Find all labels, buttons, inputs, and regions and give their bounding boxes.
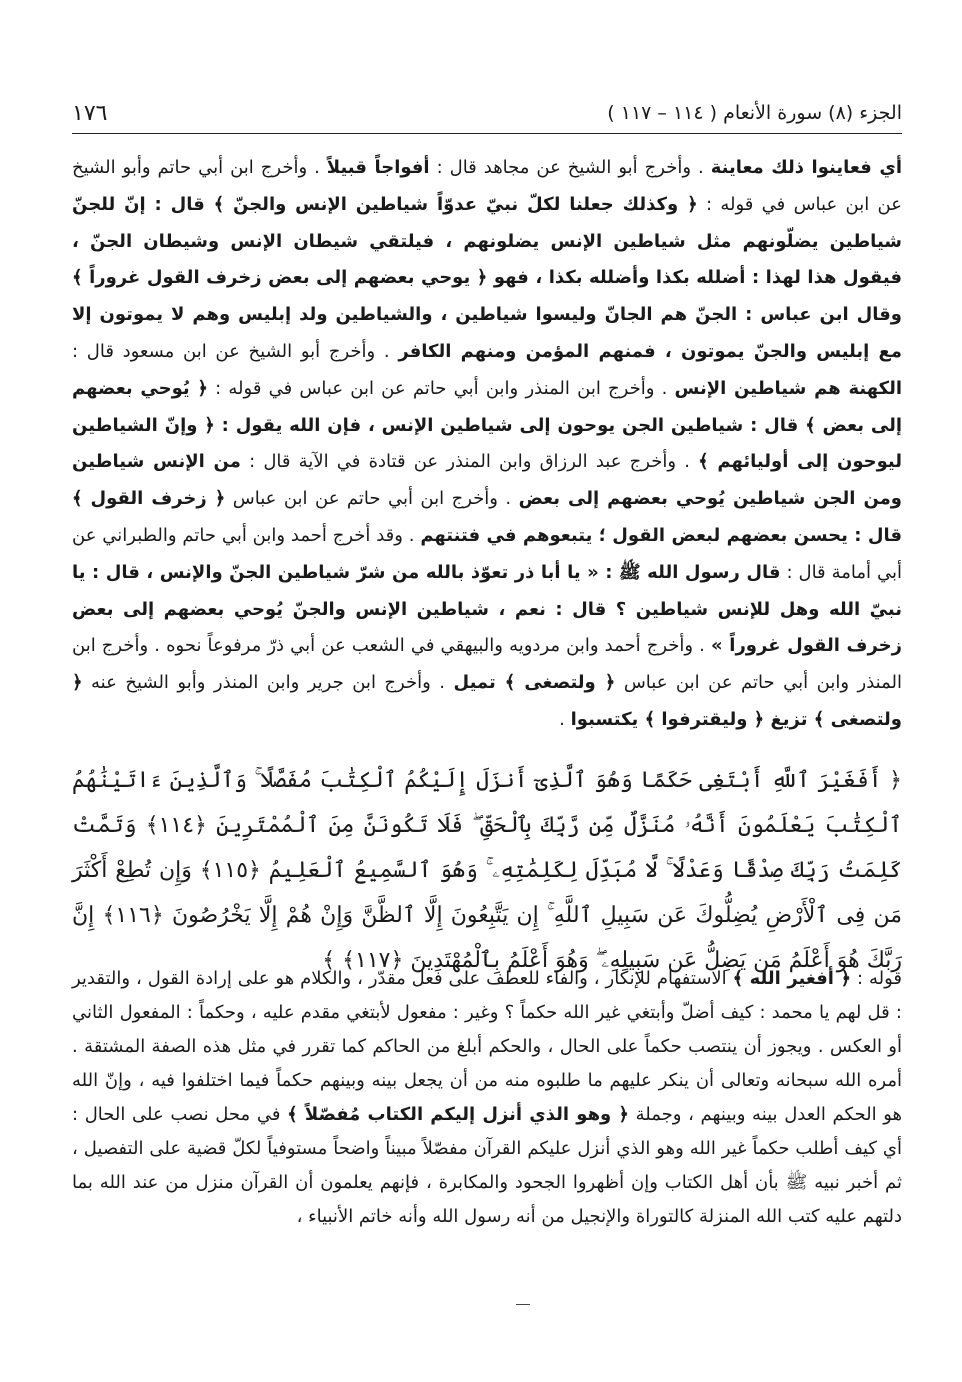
page-header [72, 96, 902, 130]
footer-dash [516, 1304, 530, 1305]
commentary-run: ﴿ وكذلك جعلنا لكلّ نبيّ عدوّاً شياطين الإنس والجنّ ﴾ قال : إنّ للجنّ شياطين يضلّونهم مثل شياطين الإنس يضلونهم ، فيلتقي شيطان الإنس وشيطان الجنّ ، فيقول هذا لهذا : أضلله بكذا وأضلله بكذا ، فهو ﴿ يوحي بعضهم إلى بعض زخرف القول غروراً ﴾ وقال ابن عباس : الجنّ هم الجانّ وليسوا شياطين ، والشياطين ولد إبليس وهم لا يموتون إلا مع إبليس والجنّ يموتون ، فمنهم المؤمن ومنهم الكافر [72, 193, 902, 362]
commentary-run: . وأخرج ابن جرير وابن المنذر وأبو الشيخ عنه [82, 672, 454, 694]
commentary-run: . وأخرج ابن أبي حاتم وأبو الشيخ عن ابن عباس في قوله : [72, 157, 902, 215]
commentary-run: . [559, 708, 571, 730]
commentary-run: . وقد أخرج أحمد وابن أبي حاتم والطبراني عن أبي أمامة قال : [72, 524, 902, 583]
header-rule [72, 133, 902, 134]
commentary-run: . وأخرج ابن المنذر وابن أبي حاتم عن ابن عباس في قوله : [207, 377, 675, 399]
tafsir-section [72, 962, 902, 1234]
commentary-paragraph [72, 150, 902, 739]
tafsir-run: ﴿ وهو الذي أنزل إليكم الكتاب مُفصّلاً ﴾ [287, 1104, 629, 1125]
commentary-run: ﴿ زخرف القول ﴾ قال : يحسن بعضهم لبعض القول ؛ يتبعوهم في فتنتهم [72, 488, 902, 546]
tafsir-paragraph [72, 962, 902, 1234]
tafsir-run: في محل نصب على الحال : أي كيف أطلب حكماً غير الله وهو الذي أنزل عليكم القرآن مفصّلاً مبيناً واضحاً مستوفياً لكلّ قضية على التفصيل ، ثم أخبر نبيه ﷺ بأن أهل الكتاب وإن أظهروا الجحود والمكابرة ، فإنهم يعلمون أن القرآن منزل من عند الله بما دلتهم عليه كتب الله المنزلة كالتوراة والإنجيل من أنه رسول الله وأنه خاتم الأنبياء ، [72, 1104, 902, 1227]
commentary-run: ﴿ ولتصغى ﴾ تميل [453, 672, 616, 694]
commentary-run: أي فعاينوا ذلك معاينة [710, 157, 903, 178]
commentary-run: ﴿ ولتصغى ﴾ تزيغ ﴿ وليقترفوا ﴾ يكتسبوا [72, 672, 902, 730]
commentary-run: . وأخرج عبد الرزاق وابن المنذر عن قتادة في الآية قال : [240, 451, 699, 473]
tafsir-run: ﴿ أفغير الله ﴾ [732, 968, 852, 989]
page-number: ١٧٦ [72, 100, 108, 126]
commentary-run: . وأخرج أبو الشيخ عن ابن مسعود قال : [72, 340, 399, 362]
commentary-run: الكهنة هم شياطين الإنس [674, 377, 902, 399]
commentary-run: . وأخرج أحمد وابن مردويه والبيهقي في الشعب عن أبي ذرّ مرفوعاً نحوه . وأخرج ابن المنذر وابن أبي حاتم عن ابن عباس [72, 635, 902, 694]
commentary-run: قال رسول الله ﷺ : « يا أبا ذر تعوّذ بالله من شرّ شياطين الجنّ والإنس ، قال : يا نبيّ الله وهل للإنس شياطين ؟ قال : نعم ، شياطين الإنس والجنّ يُوحي بعضهم إلى بعض زخرف القول غروراً » [72, 561, 903, 657]
tafsir-run: الاستفهام للإنكار ، والفاء للعطف على فعل مقدّر ، والكلام هو على إرادة القول ، والتقدير : قل لهم يا محمد : كيف أضلّ وأبتغي غير الله حكماً ؟ وغير : مفعول لأبتغي مقدم عليه ، وحكماً : المفعول الثاني أو العكس . ويجوز أن ينتصب حكماً على الحال ، والحكم أبلغ من الحاكم كما تقرر في مثل هذه الصفة المشتقة . أمره الله سبحانه وتعالى أن ينكر عليهم ما طلبوه منه من أن يجعل بينه وبينهم حكماً فيما اختلفوا فيه ، وإنّ الله هو الحكم العدل بينه وبينهم ، وجملة [72, 968, 903, 1125]
verses-text: ﴿ أَفَغَيْرَ ٱللَّهِ أَبْتَغِى حَكَمًا وَهُوَ ٱلَّذِىٓ أَنزَلَ إِلَيْكُمُ ٱلْكِتَٰبَ مُفَصَّلًا ۚ وَٱلَّذِينَ ءَاتَيْنَٰهُمُ ٱلْكِتَٰبَ يَعْلَمُونَ أَنَّهُۥ مُنَزَّلٌ مِّن رَّبِّكَ بِٱلْحَقِّ ۖ فَلَا تَكُونَنَّ مِنَ ٱلْمُمْتَرِينَ ﴿١١٤﴾ وَتَمَّتْ كَلِمَتُ رَبِّكَ صِدْقًا وَعَدْلًا ۚ لَّا مُبَدِّلَ لِكَلِمَٰتِهِۦ ۚ وَهُوَ ٱلسَّمِيعُ ٱلْعَلِيمُ ﴿١١٥﴾ وَإِن تُطِعْ أَكْثَرَ مَن فِى ٱلْأَرْضِ يُضِلُّوكَ عَن سَبِيلِ ٱللَّهِ ۚ إِن يَتَّبِعُونَ إِلَّا ٱلظَّنَّ وَإِنْ هُمْ إِلَّا يَخْرُصُونَ ﴿١١٦﴾ إِنَّ رَبَّكَ هُوَ أَعْلَمُ مَن يَضِلُّ عَن سَبِيلِهِۦ ۖ وَهُوَ أَعْلَمُ بِٱلْمُهْتَدِينَ ﴿١١٧﴾ ﴾ [72, 768, 903, 973]
commentary-run: . وأخرج أبو الشيخ عن مجاهد قال : [429, 157, 711, 178]
running-head: الجزء (٨) سورة الأنعام ( ١١٤ – ١١٧ ) [607, 102, 902, 124]
hadith-commentary [72, 150, 902, 739]
commentary-run: . وأخرج ابن أبي حاتم عن ابن عباس [225, 488, 519, 510]
quran-verses [72, 758, 902, 983]
commentary-run: أفواجاً قبيلاً [326, 157, 430, 178]
commentary-run: من الإنس شياطين ومن الجن شياطين يُوحي بعضهم إلى بعض [72, 451, 902, 510]
tafsir-run: قوله : [851, 968, 902, 989]
commentary-run: ﴿ يُوحي بعضهم إلى بعض ﴾ قال : شياطين الجن يوحون إلى شياطين الإنس ، فإن الله يقول : ﴿ وإنّ الشياطين ليوحون إلى أوليائهم ﴾ [72, 377, 902, 473]
